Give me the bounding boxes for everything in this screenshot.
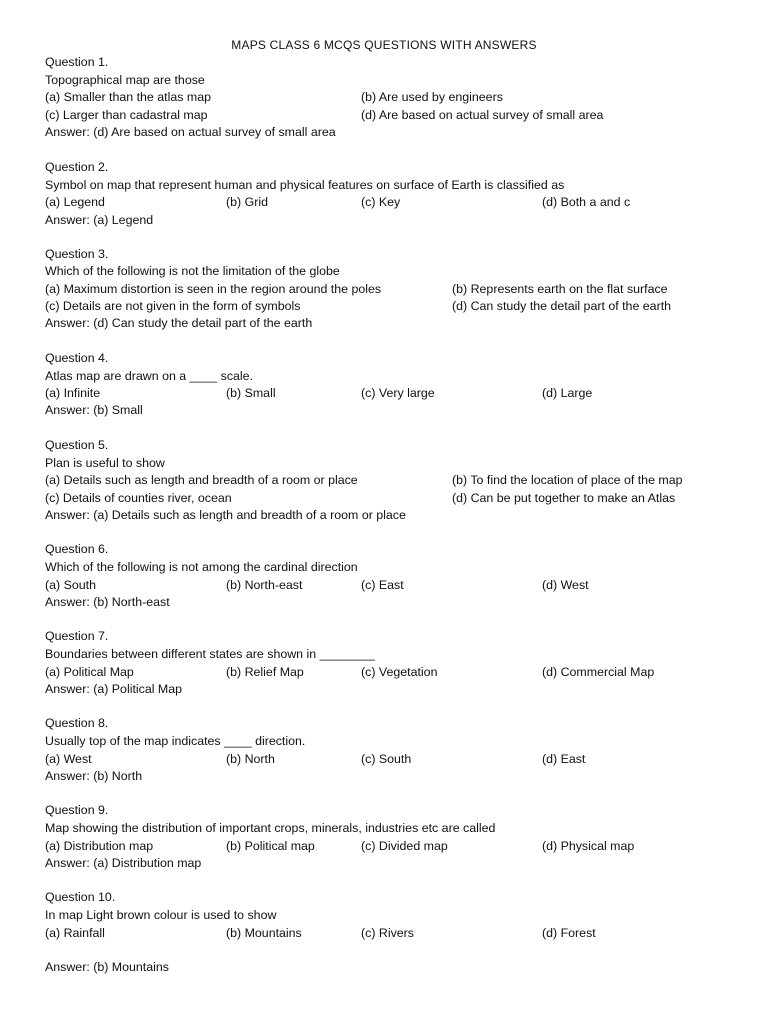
question-heading: Question 4. [45,351,109,365]
option-c: (c) South [361,752,412,766]
option-c: (c) Rivers [361,926,414,940]
question-heading: Question 2. [45,160,109,174]
question-text: Which of the following is not among the cardinal direction [45,560,358,574]
option-a: (a) Political Map [45,665,134,679]
answer-text: Answer: (d) Can study the detail part of the earth [45,316,313,330]
answer-text: Answer: (d) Are based on actual survey of small area [45,125,336,139]
option-b: (b) Represents earth on the flat surface [452,282,668,296]
answer-text: Answer: (a) Distribution map [45,856,202,870]
answer-text: Answer: (b) Mountains [45,960,169,974]
option-a: (a) Infinite [45,386,101,400]
question-text: Map showing the distribution of important crops, minerals, industries etc are called [45,821,496,835]
option-a: (a) Details such as length and breadth of a room or place [45,473,358,487]
answer-text: Answer: (b) North-east [45,595,170,609]
option-a: (a) Legend [45,195,105,209]
option-b: (b) To find the location of place of the map [452,473,683,487]
question-text: Usually top of the map indicates ____ direction. [45,734,306,748]
question-text: Which of the following is not the limitation of the globe [45,264,340,278]
option-c: (c) Details are not given in the form of symbols [45,299,301,313]
option-c: (c) Very large [361,386,435,400]
option-d: (d) Can be put together to make an Atlas [452,491,676,505]
question-heading: Question 3. [45,247,109,261]
option-b: (b) North [226,752,275,766]
question-text: Atlas map are drawn on a ____ scale. [45,369,254,383]
question-heading: Question 8. [45,716,109,730]
option-d: (d) Large [542,386,593,400]
question-heading: Question 1. [45,55,109,69]
answer-text: Answer: (a) Political Map [45,682,183,696]
option-a: (a) Smaller than the atlas map [45,90,211,104]
option-c: (c) Key [361,195,401,209]
option-a: (a) Distribution map [45,839,154,853]
option-a: (a) West [45,752,92,766]
option-b: (b) Relief Map [226,665,304,679]
option-b: (b) Mountains [226,926,302,940]
question-text: In map Light brown colour is used to show [45,908,277,922]
option-d: (d) West [542,578,589,592]
option-b: (b) Grid [226,195,268,209]
option-a: (a) Rainfall [45,926,105,940]
question-text: Symbol on map that represent human and physical features on surface of Earth is classified as [45,178,565,192]
question-text: Topographical map are those [45,73,205,87]
option-b: (b) North-east [226,578,303,592]
question-heading: Question 6. [45,542,109,556]
question-text: Plan is useful to show [45,456,165,470]
option-b: (b) Political map [226,839,315,853]
option-c: (c) Divided map [361,839,448,853]
answer-text: Answer: (b) Small [45,403,143,417]
question-heading: Question 10. [45,890,116,904]
option-d: (d) Both a and c [542,195,631,209]
answer-text: Answer: (a) Legend [45,213,154,227]
option-d: (d) East [542,752,586,766]
option-c: (c) Vegetation [361,665,438,679]
question-heading: Question 9. [45,803,109,817]
question-heading: Question 7. [45,629,109,643]
option-b: (b) Are used by engineers [361,90,503,104]
answer-text: Answer: (a) Details such as length and breadth of a room or place [45,508,406,522]
option-c: (c) Larger than cadastral map [45,108,208,122]
option-a: (a) Maximum distortion is seen in the region around the poles [45,282,382,296]
option-d: (d) Can study the detail part of the earth [452,299,672,313]
option-d: (d) Physical map [542,839,635,853]
answer-text: Answer: (b) North [45,769,143,783]
option-d: (d) Commercial Map [542,665,655,679]
question-text: Boundaries between different states are shown in ________ [45,647,375,661]
question-heading: Question 5. [45,438,109,452]
page-title: MAPS CLASS 6 MCQS QUESTIONS WITH ANSWERS [231,38,537,52]
option-c: (c) Details of counties river, ocean [45,491,232,505]
option-b: (b) Small [226,386,276,400]
option-d: (d) Are based on actual survey of small area [361,108,604,122]
option-c: (c) East [361,578,404,592]
option-a: (a) South [45,578,96,592]
option-d: (d) Forest [542,926,596,940]
